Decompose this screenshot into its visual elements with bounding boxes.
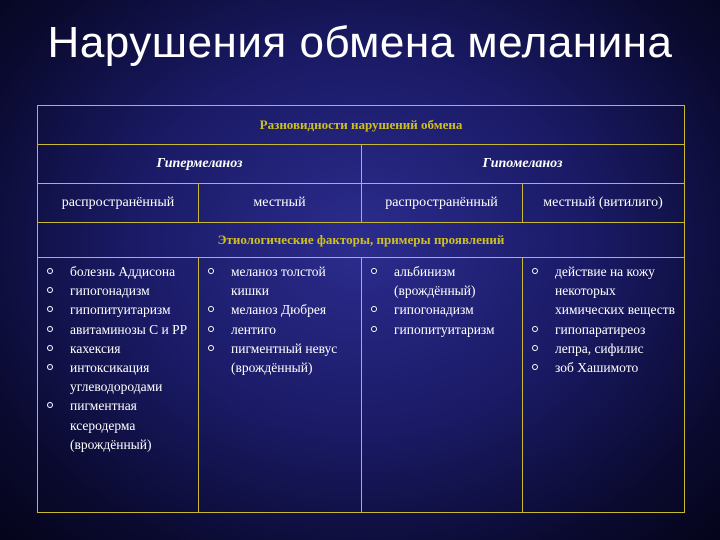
subtype-hyper-widespread: распространённый (38, 184, 198, 223)
disorders-table (37, 105, 685, 513)
column-hypo-local (523, 262, 681, 377)
table-header: Разновидности нарушений обмена (38, 106, 684, 145)
list-item: гипопаратиреоз (523, 320, 681, 339)
subtype-hypo-widespread: распространённый (361, 184, 522, 223)
list-item: зоб Хашимото (523, 358, 681, 377)
group-hypomelanosis: Гипомеланоз (361, 145, 684, 184)
list-item: меланоз толстой кишки (199, 262, 357, 300)
list-item: пигментная ксеродерма (врождённый) (38, 396, 194, 454)
column-hyper-local (199, 262, 357, 377)
list-item: гипопитуитаризм (38, 300, 194, 319)
list-item: гипопитуитаризм (362, 320, 520, 339)
column-hypo-widespread (362, 262, 520, 339)
list-item: меланоз Дюбрея (199, 300, 357, 319)
list-item: лепра, сифилис (523, 339, 681, 358)
subtype-hypo-local: местный (витилиго) (522, 184, 684, 223)
list-item: действие на кожу некоторых химических веществ (523, 262, 681, 320)
list-item: гипогонадизм (362, 300, 520, 319)
list-item: гипогонадизм (38, 281, 194, 300)
list-item: кахексия (38, 339, 194, 358)
slide-title: Нарушения обмена меланина (47, 18, 673, 67)
list-item: болезнь Аддисона (38, 262, 194, 281)
list-item: интоксикация углеводородами (38, 358, 194, 396)
column-hyper-widespread (38, 262, 194, 454)
group-hypermelanosis: Гипермеланоз (38, 145, 361, 184)
list-item: альбинизм (врождённый) (362, 262, 520, 300)
list-item: пигментный невус (врождённый) (199, 339, 357, 377)
list-item: авитаминозы С и РР (38, 320, 194, 339)
etiology-header: Этиологические факторы, примеры проявлений (38, 223, 684, 258)
list-item: лентиго (199, 320, 357, 339)
subtype-hyper-local: местный (198, 184, 361, 223)
